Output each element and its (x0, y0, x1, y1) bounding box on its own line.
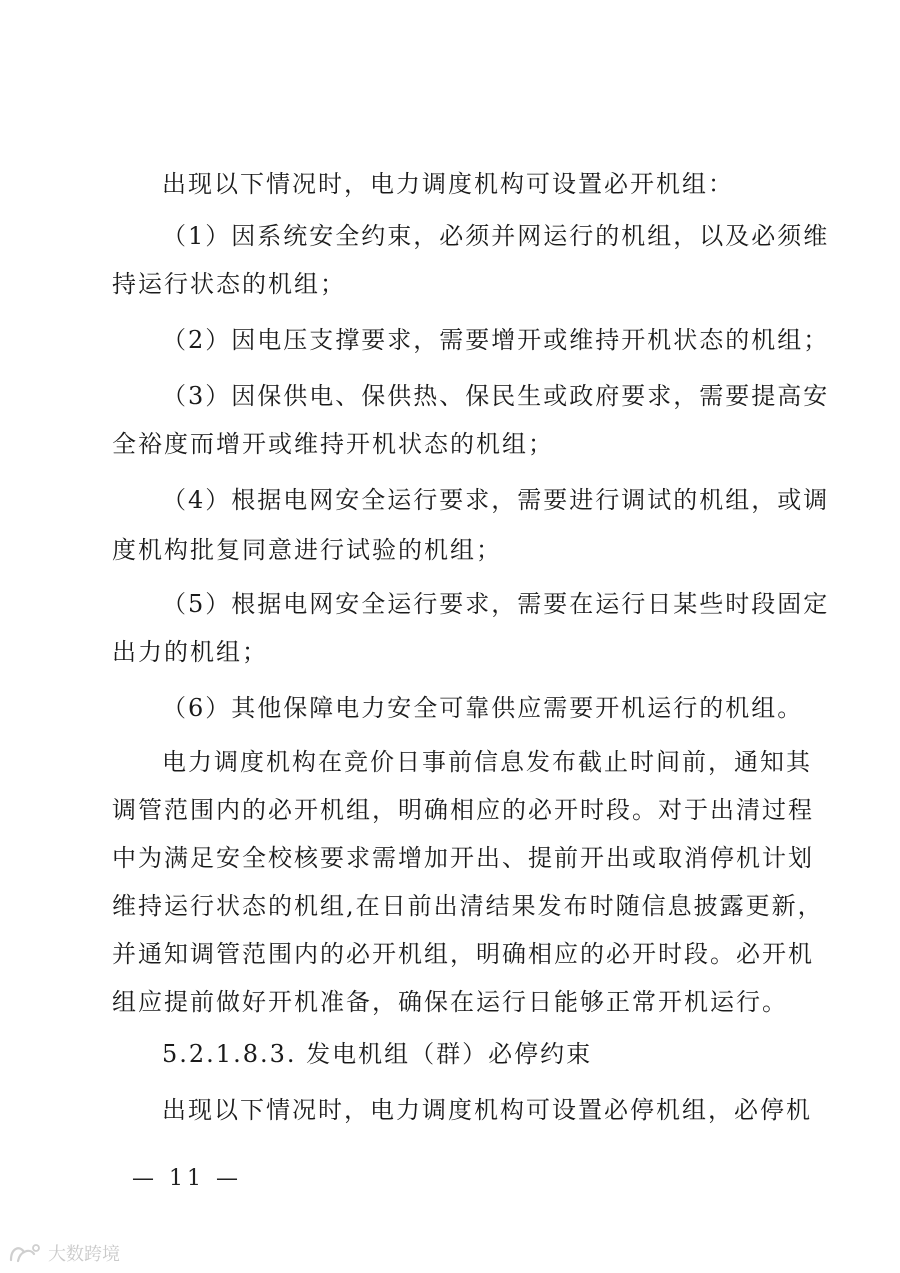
page-number: — 11 — (132, 1166, 242, 1191)
text-line: 度机构批复同意进行试验的机组； (112, 536, 502, 564)
text-line: （1）因系统安全约束，必须并网运行的机组，以及必须维 (162, 222, 830, 250)
text-line: 持运行状态的机组； (112, 270, 346, 298)
text-line: 出现以下情况时，电力调度机构可设置必开机组： (162, 170, 734, 198)
text-line: （2）因电压支撑要求，需要增开或维持开机状态的机组； (162, 326, 830, 354)
text-line: （5）根据电网安全运行要求，需要在运行日某些时段固定 (162, 590, 830, 618)
text-line: 出现以下情况时，电力调度机构可设置必停机组，必停机 (162, 1096, 812, 1124)
text-line: 中为满足安全校核要求需增加开出、提前开出或取消停机计划 (112, 844, 814, 872)
text-line: （6）其他保障电力安全可靠供应需要开机运行的机组。 (162, 694, 804, 722)
text-line: 维持运行状态的机组,在日前出清结果发布时随信息披露更新， (112, 892, 824, 920)
text-line: 组应提前做好开机准备，确保在运行日能够正常开机运行。 (112, 988, 788, 1016)
watermark (8, 1238, 120, 1268)
text-line: 出力的机组； (112, 638, 268, 666)
brand-logo-icon (8, 1242, 42, 1264)
text-line: 电力调度机构在竞价日事前信息发布截止时间前，通知其 (162, 748, 812, 776)
section-heading: 5.2.1.8.3. 发电机组（群）必停约束 (162, 1040, 593, 1068)
text-line: （3）因保供电、保供热、保民生或政府要求，需要提高安 (162, 382, 830, 410)
text-line: 调管范围内的必开机组，明确相应的必开时段。对于出清过程 (112, 796, 814, 824)
watermark-text: 大数跨境 (48, 1244, 120, 1264)
text-line: （4）根据电网安全运行要求，需要进行调试的机组，或调 (162, 486, 830, 514)
text-line: 全裕度而增开或维持开机状态的机组； (112, 430, 554, 458)
text-line: 并通知调管范围内的必开机组，明确相应的必开时段。必开机 (112, 940, 814, 968)
